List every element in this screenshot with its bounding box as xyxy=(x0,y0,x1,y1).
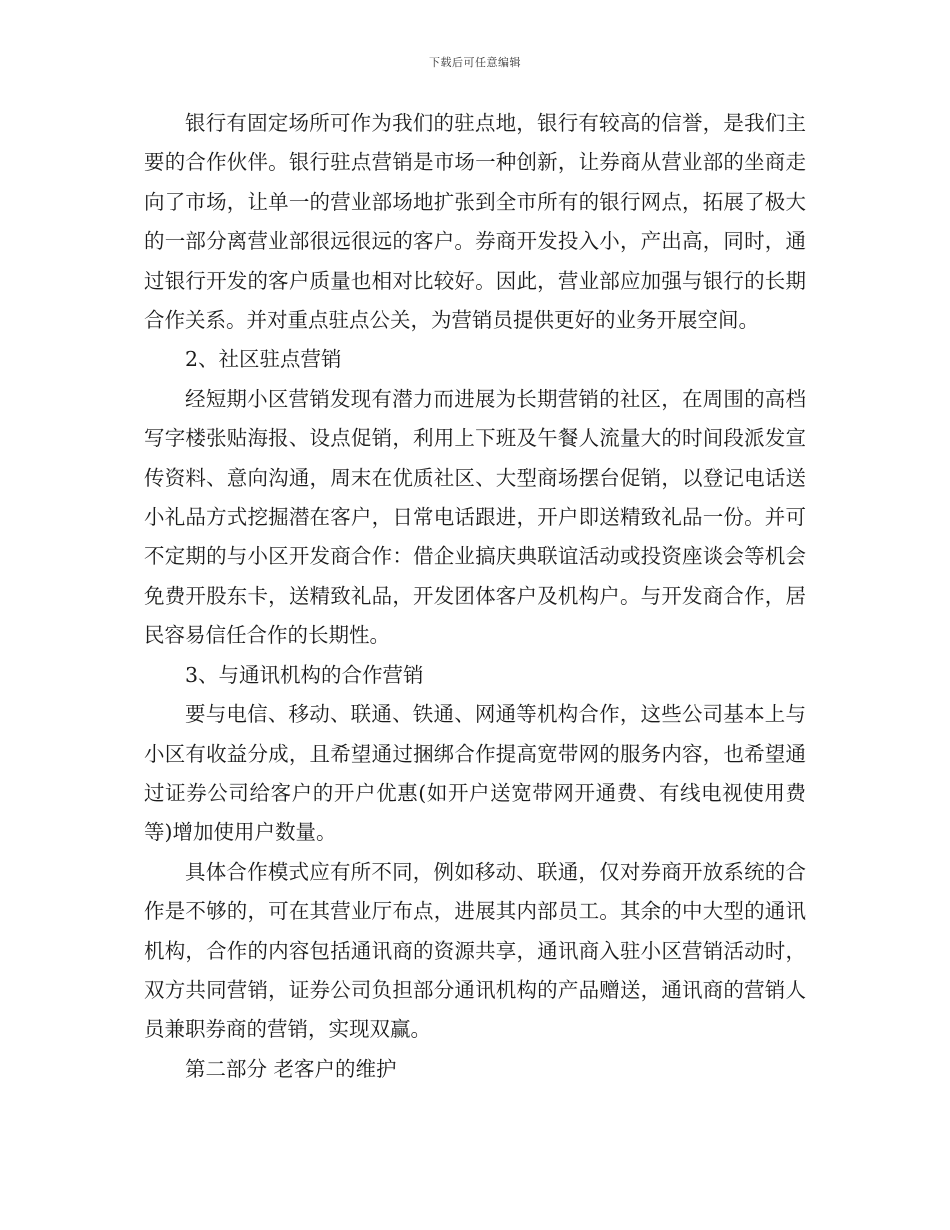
paragraph-bank-partnership: 银行有固定场所可作为我们的驻点地，银行有较高的信誉，是我们主要的合作伙伴。银行驻点营销是市场一种创新，让券商从营业部的坐商走向了市场，让单一的营业部场地扩张到全市所有的银行网点，拓展了极大的一部分离营业部很远很远的客户。券商开发投入小，产出高，同时，通过银行开发的客户质量也相对比较好。因此，营业部应加强与银行的长期合作关系。并对重点驻点公关，为营销员提供更好的业务开展空间。 xyxy=(144,111,806,333)
paragraph-community-marketing: 经短期小区营销发现有潜力而进展为长期营销的社区，在周围的高档写字楼张贴海报、设点促销，利用上下班及午餐人流量大的时间段派发宣传资料、意向沟通，周末在优质社区、大型商场摆台促销，以登记电话送小礼品方式挖掘潜在客户，日常电话跟进，开户即送精致礼品一份。并可不定期的与小区开发商合作：借企业搞庆典联谊活动或投资座谈会等机会免费开股东卡，送精致礼品，开发团体客户及机构户。与开发商合作，居民容易信任合作的长期性。 xyxy=(144,386,806,648)
heading-telecom-cooperation: 3、与通讯机构的合作营销 xyxy=(185,662,424,687)
paragraph-cooperation-modes: 具体合作模式应有所不同，例如移动、联通，仅对券商开放系统的合作是不够的，可在其营业厅布点，进展其内部员工。其余的中大型的通讯机构，合作的内容包括通讯商的资源共享，通讯商入驻小区营销活动时，双方共同营销，证券公司负担部分通讯机构的产品赠送，通讯商的营销人员兼职券商的营销，实现双赢。 xyxy=(144,859,806,1042)
heading-community-marketing: 2、社区驻点营销 xyxy=(185,347,342,372)
heading-part-two: 第二部分 老客户的维护 xyxy=(185,1056,397,1081)
page-header: 下载后可任意编辑 xyxy=(429,56,521,69)
document-body xyxy=(144,104,806,1089)
paragraph-telecom-partners: 要与电信、移动、联通、铁通、网通等机构合作，这些公司基本上与小区有收益分成，且希望通过捆绑合作提高宽带网的服务内容，也希望通过证券公司给客户的开户优惠(如开户送宽带网开通费、有线电视使用费等)增加使用户数量。 xyxy=(144,702,806,845)
